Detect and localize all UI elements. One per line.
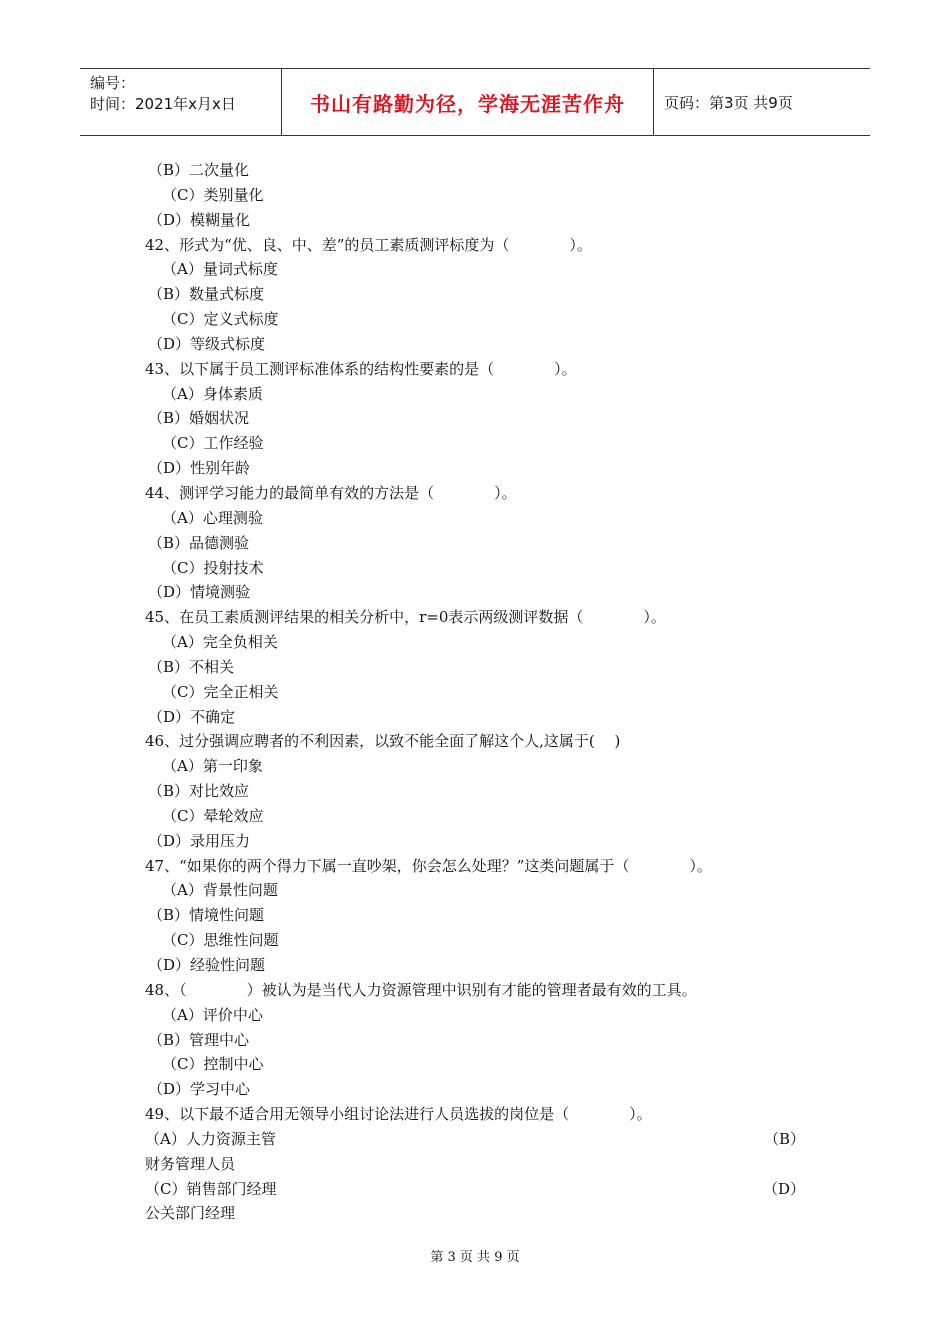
answer-option: （C）定义式标度 <box>162 310 279 329</box>
answer-option: （A）身体素质 <box>162 384 263 403</box>
header-meta <box>80 69 282 135</box>
answer-option: （D）情境测验 <box>148 583 251 602</box>
answer-option: （D）模糊量化 <box>148 210 251 229</box>
header-motto: 书山有路勤为径，学海无涯苦作舟 <box>282 69 654 135</box>
option-right: （D） <box>762 1179 805 1198</box>
answer-option: （A）评价中心 <box>162 1005 263 1024</box>
answer-option: （C）工作经验 <box>162 434 264 453</box>
answer-option: （D）不确定 <box>148 707 236 726</box>
answer-option: （A）量词式标度 <box>162 260 278 279</box>
answer-option: （D）经验性问题 <box>148 956 266 974</box>
answer-option: （A）第一印象 <box>162 757 263 776</box>
answer-option: （B）婚姻状况 <box>148 409 250 428</box>
page-footer: 第 3 页 共 9 页 <box>430 1250 520 1265</box>
option-left: 财务管理人员 <box>145 1154 236 1173</box>
option-left: （C）销售部门经理 <box>145 1179 277 1198</box>
question-stem: 49、以下最不适合用无领导小组讨论法进行人员选拔的岗位是（ ）。 <box>145 1105 652 1124</box>
question-stem: 45、在员工素质测评结果的相关分析中，r=0表示两级测评数据（ ）。 <box>145 608 666 627</box>
answer-option: （B）情境性问题 <box>148 906 265 925</box>
answer-option: （B）管理中心 <box>148 1030 250 1049</box>
question-stem: 46、过分强调应聘者的不利因素，以致不能全面了解这个人,这属于( ) <box>145 732 621 751</box>
answer-option: （C）晕轮效应 <box>162 806 264 825</box>
time-label: 时间：2021年x月x日 <box>90 95 236 113</box>
answer-option: （C）控制中心 <box>162 1055 264 1074</box>
answer-option: （B）对比效应 <box>148 782 250 801</box>
answer-option: （D）性别年龄 <box>148 459 251 478</box>
answer-option: （D）学习中心 <box>148 1080 251 1099</box>
option-left: （A）人力资源主管 <box>145 1129 276 1148</box>
number-label: 编号： <box>90 74 136 92</box>
answer-option-row <box>145 1152 805 1177</box>
answer-option: （B）数量式标度 <box>148 285 265 304</box>
question-stem: 44、测评学习能力的最简单有效的方法是（ ）。 <box>145 483 517 502</box>
answer-option: （A）完全负相关 <box>162 633 278 652</box>
answer-option: （B）不相关 <box>148 657 235 676</box>
answer-option-row <box>145 1201 805 1226</box>
question-stem: 42、形式为“优、良、中、差”的员工素质测评标度为（ ）。 <box>145 235 592 254</box>
answer-option: （A）背景性问题 <box>162 881 278 900</box>
answer-option: （C）完全正相关 <box>162 682 279 701</box>
question-list <box>145 158 805 1226</box>
question-stem: 47、“如果你的两个得力下属一直吵架，你会怎么处理？”这类问题属于（ ）。 <box>145 856 712 875</box>
answer-option: （C）思维性问题 <box>162 931 279 950</box>
answer-option: （B）二次量化 <box>148 161 250 179</box>
answer-option: （D）录用压力 <box>148 831 251 850</box>
page-header <box>80 68 870 136</box>
answer-option-row <box>145 1127 805 1152</box>
answer-option: （C）类别量化 <box>162 185 264 204</box>
header-page-info: 页码：第3页 共9页 <box>664 93 793 112</box>
option-right: （B） <box>763 1129 805 1148</box>
question-stem: 43、以下属于员工测评标准体系的结构性要素的是（ ）。 <box>145 359 577 378</box>
answer-option: （A）心理测验 <box>162 508 263 527</box>
answer-option: （C）投射技术 <box>162 558 264 577</box>
answer-option-row <box>145 1177 805 1202</box>
answer-option: （B）品德测验 <box>148 533 250 552</box>
question-stem: 48、（ ）被认为是当代人力资源管理中识别有才能的管理者最有效的工具。 <box>145 980 697 999</box>
answer-option: （D）等级式标度 <box>148 334 266 353</box>
option-left: 公关部门经理 <box>145 1204 236 1223</box>
